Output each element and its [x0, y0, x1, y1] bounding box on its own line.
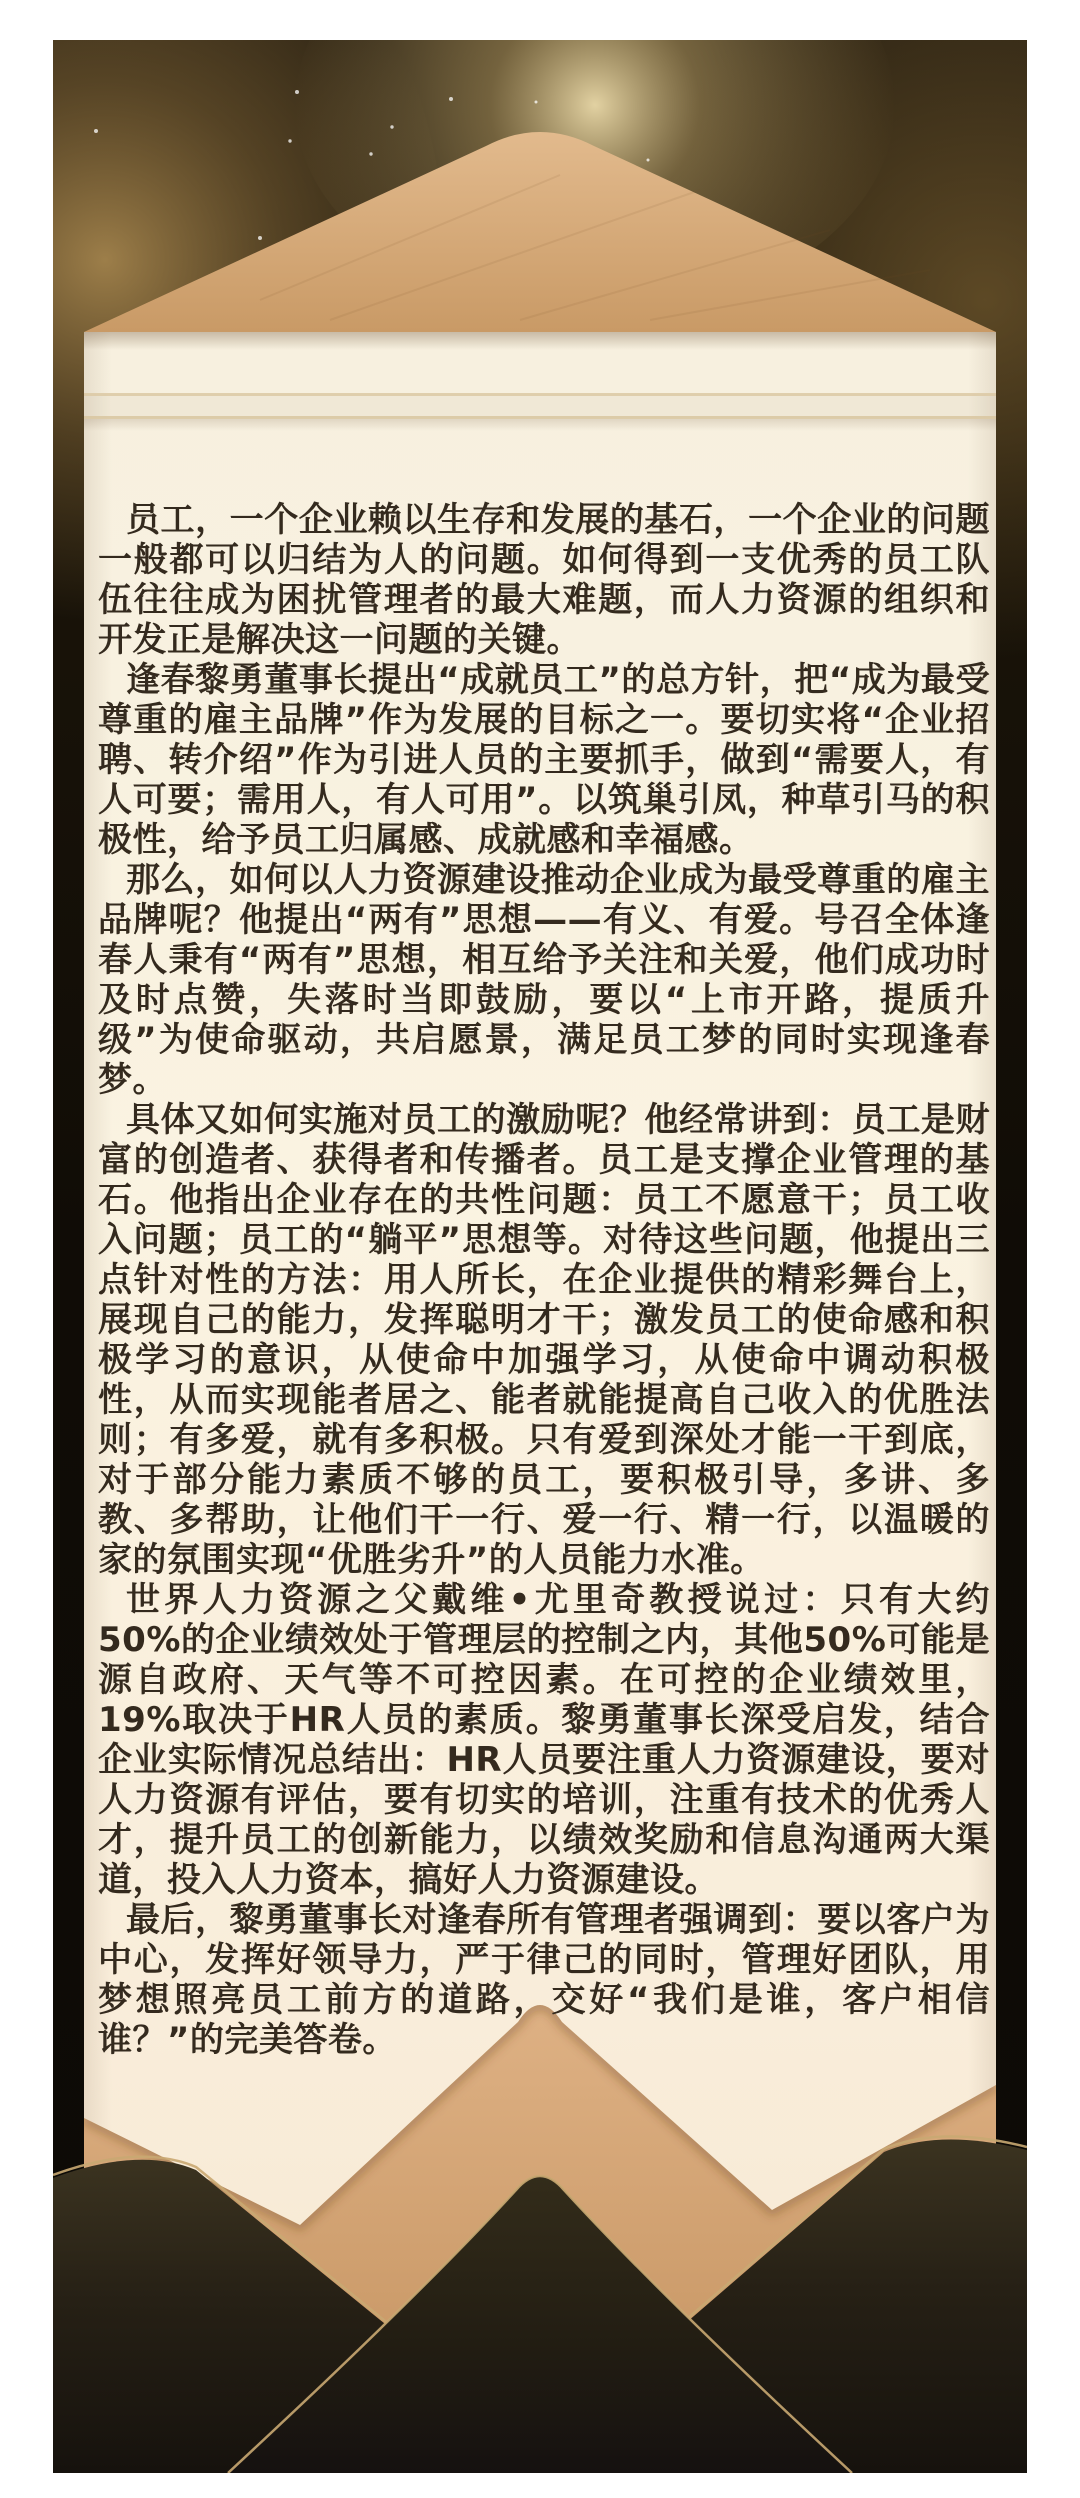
- letter-text: [98, 500, 990, 2060]
- letter-paragraph: 那么，如何以人力资源建设推动企业成为最受尊重的雇主品牌呢？他提出“两有”思想——有义、有爱。号召全体逢春人秉有“两有”思想，相互给予关注和关爱，他们成功时及时点赞，失落时当即鼓励，要以“上市开路，提质升级”为使命驱动，共启愿景，满足员工梦的同时实现逢春梦。: [98, 860, 990, 1100]
- paper-crease: [84, 393, 996, 431]
- letter-paragraph: 员工，一个企业赖以生存和发展的基石，一个企业的问题一般都可以归结为人的问题。如何得到一支优秀的员工队伍往往成为困扰管理者的最大难题，而人力资源的组织和开发正是解决这一问题的关键。: [98, 500, 990, 660]
- letter-paragraph: 逢春黎勇董事长提出“成就员工”的总方针，把“成为最受尊重的雇主品牌”作为发展的目标之一。要切实将“企业招聘、转介绍”作为引进人员的主要抓手，做到“需要人，有人可要；需用人，有人可用”。以筑巢引凤，种草引马的积极性，给予员工归属感、成就感和幸福感。: [98, 660, 990, 860]
- letter-paragraph: 最后，黎勇董事长对逢春所有管理者强调到：要以客户为中心，发挥好领导力，严于律己的同时，管理好团队，用梦想照亮员工前方的道路，交好“我们是谁，客户相信谁？”的完美答卷。: [98, 1900, 990, 2060]
- letter-paragraph: 世界人力资源之父戴维•尤里奇教授说过：只有大约50%的企业绩效处于管理层的控制之内，其他50%可能是源自政府、天气等不可控因素。在可控的企业绩效里，19%取决于HR人员的素质。黎勇董事长深受启发，结合企业实际情况总结出：HR人员要注重人力资源建设，要对人力资源有评估，要有切实的培训，注重有技术的优秀人才，提升员工的创新能力，以绩效奖励和信息沟通两大渠道，投入人力资本，搞好人力资源建设。: [98, 1580, 990, 1900]
- paper-top-shadow: [84, 332, 996, 350]
- letter-paragraph: 具体又如何实施对员工的激励呢？他经常讲到：员工是财富的创造者、获得者和传播者。员工是支撑企业管理的基石。他指出企业存在的共性问题：员工不愿意干；员工收入问题；员工的“躺平”思想等。对待这些问题，他提出三点针对性的方法：用人所长，在企业提供的精彩舞台上，展现自己的能力，发挥聪明才干；激发员工的使命感和积极学习的意识，从使命中加强学习，从使命中调动积极性，从而实现能者居之、能者就能提高自己收入的优胜法则；有多爱，就有多积极。只有爱到深处才能一干到底，对于部分能力素质不够的员工，要积极引导，多讲、多教、多帮助，让他们干一行、爱一行、精一行，以温暖的家的氛围实现“优胜劣升”的人员能力水准。: [98, 1100, 990, 1580]
